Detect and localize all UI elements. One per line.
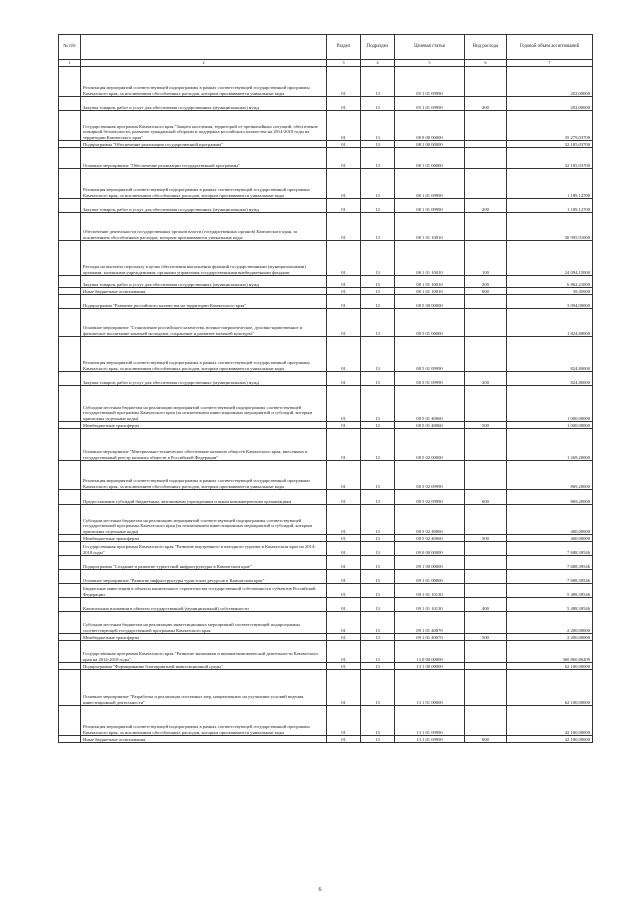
- row-number: [59, 505, 81, 535]
- row-number: [59, 213, 81, 241]
- row-section: 01: [327, 556, 361, 570]
- row-target-article: 08 1 01 00000: [395, 148, 465, 169]
- row-name: Основное мероприятие "Обеспечение реализации государственной программы": [81, 148, 327, 169]
- row-number: [59, 372, 81, 386]
- row-name: Реализация мероприятий соответствующей подпрограммы в рамках соответствующей государственной программы Камчатского края, за исключением обособленных расходов, которым присваиваются уникальные коды: [81, 706, 327, 736]
- row-subsection: 13: [361, 386, 395, 422]
- row-section: 01: [327, 535, 361, 542]
- column-index: 6: [465, 60, 507, 67]
- table-row: [59, 505, 593, 535]
- row-number: [59, 535, 81, 542]
- table-row: [59, 141, 593, 148]
- row-section: 01: [327, 199, 361, 213]
- row-section: 01: [327, 295, 361, 309]
- row-subsection: 13: [361, 612, 395, 634]
- row-section: 01: [327, 111, 361, 141]
- row-section: 01: [327, 213, 361, 241]
- row-subsection: 13: [361, 641, 395, 663]
- row-section: 01: [327, 288, 361, 295]
- row-subsection: 13: [361, 556, 395, 570]
- table-row: [59, 295, 593, 309]
- row-subsection: 13: [361, 97, 395, 111]
- row-subsection: 13: [361, 67, 395, 97]
- row-name: Межбюджетные трансферты: [81, 422, 327, 429]
- row-name: Закупка товаров, работ и услуг для обеспечения государственных (муниципальных) нужд: [81, 97, 327, 111]
- header-annual-total: Годовой объем ассигнований: [507, 35, 593, 60]
- row-target-article: 08 5 00 00000: [395, 295, 465, 309]
- row-target-article: 08 5 02 40060: [395, 505, 465, 535]
- row-annual-total: 1 824,80000: [507, 309, 593, 337]
- row-subsection: 13: [361, 535, 395, 542]
- row-name: Закупка товаров, работ и услуг для обеспечения государственных (муниципальных) нужд: [81, 372, 327, 386]
- row-name: Расходы на выплаты персоналу в целях обеспечения выполнения функций государственными (муниципальными) органами, казенными учреждениями, органами управления государственными внебюджетными фондами: [81, 241, 327, 276]
- row-annual-total: 6 862,21000: [507, 276, 593, 288]
- row-name: Закупка товаров, работ и услуг для обеспечения государственных (муниципальных) нужд: [81, 276, 327, 288]
- row-name: Субсидии местным бюджетам на реализацию мероприятий соответствующей подпрограммы соответствующей государственной программы Камчатского края (за исключением инвестиционных мероприятий и субсидий, которым присвоены отдельные коды): [81, 386, 327, 422]
- table-row: [59, 570, 593, 584]
- row-expense-type: 100: [465, 241, 507, 276]
- row-annual-total: 400,00000: [507, 535, 593, 542]
- row-number: [59, 276, 81, 288]
- row-subsection: 13: [361, 372, 395, 386]
- row-annual-total: 824,80000: [507, 337, 593, 372]
- row-section: 01: [327, 736, 361, 743]
- row-annual-total: 3 094,00000: [507, 295, 593, 309]
- row-name: Бюджетные инвестиции в объекты капитального строительства государственной собственности субъектов Российской Федерации: [81, 584, 327, 598]
- row-section: 01: [327, 634, 361, 641]
- row-number: [59, 706, 81, 736]
- row-expense-type: [465, 213, 507, 241]
- row-section: 01: [327, 169, 361, 199]
- row-annual-total: 5 488,39546: [507, 584, 593, 598]
- table-row: [59, 67, 593, 97]
- row-number: [59, 736, 81, 743]
- row-section: 01: [327, 461, 361, 490]
- row-target-article: 08 0 00 00000: [395, 111, 465, 141]
- column-index: 5: [395, 60, 465, 67]
- table-row: [59, 598, 593, 612]
- row-annual-total: 42 100,00000: [507, 736, 593, 743]
- table-row: [59, 612, 593, 634]
- table-row: [59, 337, 593, 372]
- table-row: [59, 241, 593, 276]
- row-target-article: 09 1 01 40070: [395, 612, 465, 634]
- row-expense-type: 200: [465, 276, 507, 288]
- row-expense-type: 800: [465, 288, 507, 295]
- row-section: 01: [327, 542, 361, 556]
- row-subsection: 13: [361, 309, 395, 337]
- row-annual-total: 62 100,00000: [507, 670, 593, 706]
- row-expense-type: 500: [465, 634, 507, 641]
- row-number: [59, 295, 81, 309]
- row-name: Основное мероприятие "Становление российского казачества, военно-патриотическое, духовно-нравственное и физическое воспитание казачьей молодежи, сохранение и развитие казачьей культуры": [81, 309, 327, 337]
- row-annual-total: 1 189,12700: [507, 169, 593, 199]
- table-row: [59, 372, 593, 386]
- row-expense-type: [465, 169, 507, 199]
- row-annual-total: 42 100,00000: [507, 706, 593, 736]
- row-target-article: 08 1 01 10010: [395, 213, 465, 241]
- row-number: [59, 67, 81, 97]
- row-section: 01: [327, 570, 361, 584]
- header-section: Раздел: [327, 35, 361, 60]
- table-row: [59, 169, 593, 199]
- column-index-row: [59, 60, 593, 67]
- row-target-article: 09 1 01 40070: [395, 634, 465, 641]
- row-annual-total: 5 488,39546: [507, 598, 593, 612]
- row-expense-type: [465, 386, 507, 422]
- row-number: [59, 169, 81, 199]
- row-section: 01: [327, 490, 361, 505]
- row-name: Основное мероприятие "Материально-техническое обеспечение казачьих обществ Камчатского края, внесенных в государственный реестр казачьих обществ в Российской Федерации": [81, 429, 327, 461]
- row-annual-total: 202,00000: [507, 67, 593, 97]
- row-name: Реализация мероприятий соответствующей подпрограммы в рамках соответствующей государственной программы Камчатского края, за исключением обособленных расходов, которым присваиваются уникальные коды: [81, 67, 327, 97]
- row-target-article: 08 5 02 00000: [395, 429, 465, 461]
- row-section: 01: [327, 670, 361, 706]
- row-subsection: 13: [361, 169, 395, 199]
- table-row: [59, 641, 593, 663]
- row-section: 01: [327, 141, 361, 148]
- row-expense-type: [465, 706, 507, 736]
- row-section: 01: [327, 337, 361, 372]
- row-target-article: 09 1 01 00000: [395, 570, 465, 584]
- row-annual-total: 1 000,00000: [507, 422, 593, 429]
- table-row: [59, 584, 593, 598]
- row-subsection: 13: [361, 736, 395, 743]
- row-subsection: 13: [361, 670, 395, 706]
- table-row: [59, 288, 593, 295]
- row-name: Реализация мероприятий соответствующей подпрограммы в рамках соответствующей государственной программы Камчатского края, за исключением обособленных расходов, которым присваиваются уникальные коды: [81, 169, 327, 199]
- page-number: 6: [318, 887, 322, 893]
- row-expense-type: [465, 461, 507, 490]
- row-section: 01: [327, 641, 361, 663]
- row-expense-type: [465, 641, 507, 663]
- row-expense-type: [465, 111, 507, 141]
- row-expense-type: 200: [465, 97, 507, 111]
- row-number: [59, 570, 81, 584]
- row-section: 01: [327, 309, 361, 337]
- row-name: Основное мероприятие "Развитие инфраструктуры туристских ресурсов в Камчатском крае": [81, 570, 327, 584]
- row-target-article: 08 5 01 00000: [395, 309, 465, 337]
- table-row: [59, 490, 593, 505]
- table-row: [59, 736, 593, 743]
- row-number: [59, 199, 81, 213]
- row-annual-total: 24 094,15000: [507, 241, 593, 276]
- row-subsection: 13: [361, 199, 395, 213]
- row-number: [59, 288, 81, 295]
- row-subsection: 13: [361, 490, 395, 505]
- table-row: [59, 97, 593, 111]
- row-section: 01: [327, 706, 361, 736]
- table-row: [59, 556, 593, 570]
- row-name: Закупка товаров, работ и услуг для обеспечения государственных (муниципальных) нужд: [81, 199, 327, 213]
- row-subsection: 13: [361, 663, 395, 670]
- row-number: [59, 598, 81, 612]
- row-name: Обеспечение деятельности государственных органов власти (государственных органов) Камчатского края, за исключением обособленных расходов, которым присваиваются уникальные коды: [81, 213, 327, 241]
- row-annual-total: 1 189,12700: [507, 199, 593, 213]
- row-expense-type: [465, 570, 507, 584]
- row-subsection: 13: [361, 570, 395, 584]
- table-row: [59, 535, 593, 542]
- row-name: Подпрограмма "Создание и развитие туристской инфраструктуры в Камчатском крае": [81, 556, 327, 570]
- header-name: [81, 35, 327, 60]
- table-header-row: [59, 35, 593, 60]
- table-row: [59, 148, 593, 169]
- row-name: Иные бюджетные ассигнования: [81, 736, 327, 743]
- row-number: [59, 634, 81, 641]
- table-body: [59, 67, 593, 743]
- table-row: [59, 213, 593, 241]
- row-expense-type: 200: [465, 372, 507, 386]
- row-expense-type: [465, 505, 507, 535]
- row-target-article: 13 1 01 09990: [395, 706, 465, 736]
- row-subsection: 13: [361, 141, 395, 148]
- row-subsection: 13: [361, 288, 395, 295]
- header-target-article: Целевая статья: [395, 35, 465, 60]
- row-subsection: 13: [361, 111, 395, 141]
- row-annual-total: 35 279,03700: [507, 111, 593, 141]
- row-expense-type: 600: [465, 490, 507, 505]
- row-subsection: 13: [361, 213, 395, 241]
- row-annual-total: 39,45000: [507, 288, 593, 295]
- row-subsection: 13: [361, 295, 395, 309]
- row-target-article: 08 1 01 09990: [395, 199, 465, 213]
- row-expense-type: [465, 148, 507, 169]
- row-name: Подпрограмма "Формирование благоприятной инвестиционной среды": [81, 663, 327, 670]
- row-name: Предоставление субсидий бюджетным, автономным учреждениям и иным некоммерческим организациям: [81, 490, 327, 505]
- row-annual-total: 1 269,20000: [507, 429, 593, 461]
- row-annual-total: 30 995,91000: [507, 213, 593, 241]
- row-section: 01: [327, 429, 361, 461]
- row-annual-total: 32 185,03700: [507, 141, 593, 148]
- column-index: 4: [361, 60, 395, 67]
- row-section: 01: [327, 372, 361, 386]
- table-row: [59, 386, 593, 422]
- row-name: Межбюджетные трансферты: [81, 535, 327, 542]
- row-expense-type: [465, 556, 507, 570]
- row-name: Государственная программа Камчатского края "Защита населения, территорий от чрезвычайных ситуаций, обеспечение пожарной безопасности, развитие гражданской обороны и поддержка российского казачества на 2014-2018 годы на территории Камчатского края": [81, 111, 327, 141]
- row-expense-type: [465, 141, 507, 148]
- row-number: [59, 97, 81, 111]
- row-expense-type: [465, 584, 507, 598]
- row-target-article: 08 5 02 09990: [395, 490, 465, 505]
- row-subsection: 13: [361, 276, 395, 288]
- row-annual-total: 360 860,86209: [507, 641, 593, 663]
- table-row: [59, 706, 593, 736]
- row-annual-total: 202,00000: [507, 97, 593, 111]
- column-index: 1: [59, 60, 81, 67]
- row-expense-type: [465, 337, 507, 372]
- row-name: Государственная программа Камчатского края "Развитие внутреннего и въездного туризма в Камчатском крае на 2014-2018 годы": [81, 542, 327, 556]
- row-number: [59, 111, 81, 141]
- table-row: [59, 309, 593, 337]
- row-expense-type: [465, 309, 507, 337]
- row-annual-total: 824,80000: [507, 372, 593, 386]
- row-number: [59, 422, 81, 429]
- row-annual-total: 32 185,03700: [507, 148, 593, 169]
- row-section: 01: [327, 505, 361, 535]
- row-number: [59, 556, 81, 570]
- row-target-article: 05 1 01 09990: [395, 97, 465, 111]
- row-subsection: 13: [361, 429, 395, 461]
- row-annual-total: 7 688,39546: [507, 556, 593, 570]
- row-number: [59, 461, 81, 490]
- column-index: 7: [507, 60, 593, 67]
- row-section: 01: [327, 97, 361, 111]
- row-number: [59, 148, 81, 169]
- row-target-article: 13 1 00 00000: [395, 663, 465, 670]
- row-annual-total: 7 688,39546: [507, 570, 593, 584]
- row-target-article: 08 5 01 40060: [395, 422, 465, 429]
- row-section: 01: [327, 612, 361, 634]
- row-expense-type: [465, 663, 507, 670]
- row-name: Капитальные вложения в объекты государственной (муниципальной) собственности: [81, 598, 327, 612]
- row-number: [59, 490, 81, 505]
- table-row: [59, 422, 593, 429]
- row-expense-type: [465, 670, 507, 706]
- row-number: [59, 337, 81, 372]
- table-row: [59, 111, 593, 141]
- table-row: [59, 663, 593, 670]
- row-target-article: 08 5 01 40060: [395, 386, 465, 422]
- row-section: 01: [327, 663, 361, 670]
- row-annual-total: 1 000,00000: [507, 386, 593, 422]
- row-subsection: 13: [361, 461, 395, 490]
- row-expense-type: 500: [465, 422, 507, 429]
- row-target-article: 13 1 01 00000: [395, 670, 465, 706]
- row-subsection: 13: [361, 706, 395, 736]
- table-row: [59, 634, 593, 641]
- row-expense-type: [465, 612, 507, 634]
- row-number: [59, 429, 81, 461]
- row-name: Реализация мероприятий соответствующей подпрограммы в рамках соответствующей государственной программы Камчатского края, за исключением обособленных расходов, которым присваиваются уникальные коды: [81, 337, 327, 372]
- row-number: [59, 241, 81, 276]
- row-number: [59, 641, 81, 663]
- row-number: [59, 141, 81, 148]
- table-row: [59, 670, 593, 706]
- table-row: [59, 542, 593, 556]
- row-annual-total: 2 200,00000: [507, 634, 593, 641]
- row-annual-total: 400,00000: [507, 505, 593, 535]
- row-number: [59, 386, 81, 422]
- row-section: 01: [327, 241, 361, 276]
- header-number: № п/п: [59, 35, 81, 60]
- row-target-article: 08 5 02 09990: [395, 461, 465, 490]
- row-number: [59, 612, 81, 634]
- row-expense-type: 500: [465, 535, 507, 542]
- row-target-article: 08 1 01 09990: [395, 169, 465, 199]
- row-section: 01: [327, 67, 361, 97]
- row-subsection: 13: [361, 542, 395, 556]
- row-number: [59, 584, 81, 598]
- row-name: Иные бюджетные ассигнования: [81, 288, 327, 295]
- row-expense-type: 400: [465, 598, 507, 612]
- row-target-article: 05 1 01 09990: [395, 67, 465, 97]
- row-expense-type: 200: [465, 199, 507, 213]
- row-name: Государственная программа Камчатского края "Развитие экономики и внешнеэкономической деятельности Камчатского края на 2014-2018 годы": [81, 641, 327, 663]
- row-subsection: 13: [361, 337, 395, 372]
- row-name: Субсидии местным бюджетам на реализацию инвестиционных мероприятий соответствующей подпрограммы соответствующей государственной программы Камчатского края: [81, 612, 327, 634]
- row-target-article: 13 0 00 00000: [395, 641, 465, 663]
- row-target-article: 08 5 01 09990: [395, 372, 465, 386]
- row-annual-total: 2 200,00000: [507, 612, 593, 634]
- row-section: 01: [327, 386, 361, 422]
- row-name: Подпрограмма "Развитие российского казачества на территории Камчатского края": [81, 295, 327, 309]
- row-name: Межбюджетные трансферты: [81, 634, 327, 641]
- row-annual-total: 869,20000: [507, 490, 593, 505]
- row-annual-total: 62 100,00000: [507, 663, 593, 670]
- row-section: 01: [327, 584, 361, 598]
- row-section: 01: [327, 422, 361, 429]
- table-row: [59, 429, 593, 461]
- column-index: 2: [81, 60, 327, 67]
- row-target-article: 09 1 00 00000: [395, 556, 465, 570]
- row-number: [59, 663, 81, 670]
- budget-table: [58, 34, 593, 743]
- row-name: Подпрограмма "Обеспечение реализации государственной программы": [81, 141, 327, 148]
- row-target-article: 08 5 01 09990: [395, 337, 465, 372]
- column-index: 3: [327, 60, 361, 67]
- row-section: 01: [327, 276, 361, 288]
- row-expense-type: [465, 295, 507, 309]
- row-subsection: 13: [361, 634, 395, 641]
- row-target-article: 08 5 02 40060: [395, 535, 465, 542]
- row-subsection: 13: [361, 598, 395, 612]
- header-subsection: Подраздел: [361, 35, 395, 60]
- row-target-article: 08 1 01 10010: [395, 241, 465, 276]
- row-number: [59, 309, 81, 337]
- row-annual-total: 869,20000: [507, 461, 593, 490]
- header-expense-type: Вид расхода: [465, 35, 507, 60]
- table-row: [59, 461, 593, 490]
- row-target-article: 08 1 00 00000: [395, 141, 465, 148]
- row-target-article: 09 1 01 10130: [395, 598, 465, 612]
- row-number: [59, 670, 81, 706]
- row-subsection: 13: [361, 422, 395, 429]
- row-section: 01: [327, 598, 361, 612]
- row-expense-type: 800: [465, 736, 507, 743]
- row-target-article: 09 1 01 10130: [395, 584, 465, 598]
- row-subsection: 13: [361, 148, 395, 169]
- table-row: [59, 199, 593, 213]
- row-target-article: 08 1 01 10010: [395, 276, 465, 288]
- table-row: [59, 276, 593, 288]
- row-name: Основное мероприятие "Разработка и реализация системных мер, направленных на улучшение условий ведения инвестиционной деятельности": [81, 670, 327, 706]
- row-expense-type: [465, 67, 507, 97]
- row-annual-total: 7 688,39546: [507, 542, 593, 556]
- row-subsection: 13: [361, 584, 395, 598]
- row-number: [59, 542, 81, 556]
- row-target-article: 08 1 01 10010: [395, 288, 465, 295]
- row-expense-type: [465, 429, 507, 461]
- row-subsection: 13: [361, 241, 395, 276]
- row-name: Субсидии местным бюджетам на реализацию мероприятий соответствующей подпрограммы соответствующей государственной программы Камчатского края (за исключением инвестиционных мероприятий и субсидий, которым присвоены отдельные коды): [81, 505, 327, 535]
- budget-table-container: [58, 34, 592, 743]
- row-target-article: 09 0 00 00000: [395, 542, 465, 556]
- row-target-article: 13 1 01 09990: [395, 736, 465, 743]
- row-subsection: 13: [361, 505, 395, 535]
- row-expense-type: [465, 542, 507, 556]
- row-name: Реализация мероприятий соответствующей подпрограммы в рамках соответствующей государственной программы Камчатского края, за исключением обособленных расходов, которым присваиваются уникальные коды: [81, 461, 327, 490]
- row-section: 01: [327, 148, 361, 169]
